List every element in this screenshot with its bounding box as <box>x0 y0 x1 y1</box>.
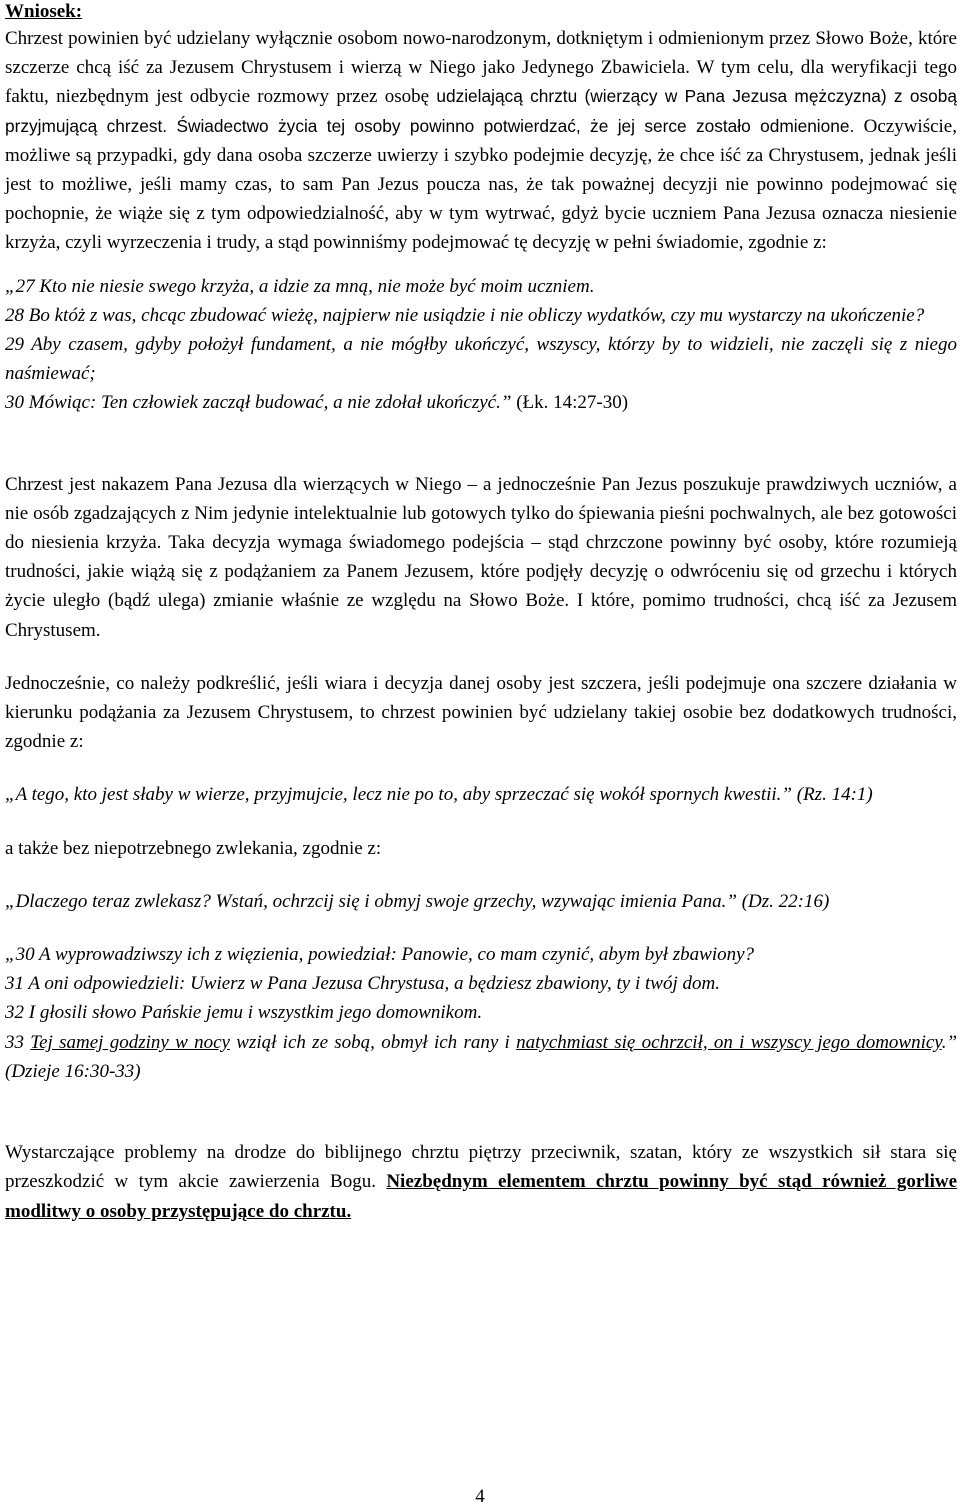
section-heading: Wniosek: <box>5 1 83 22</box>
paragraph-closing-text: Wystarczające problemy na drodze do biblijnego chrztu piętrzy przeciwnik, szatan, który ze wszystkich sił stara się przeszkodzić w tym akcie zawierzenia Bogu. <box>5 1142 957 1193</box>
scripture-quote-luke <box>5 272 957 418</box>
verse-33-end: .” (Dzieje 16:30-33) <box>5 1031 958 1082</box>
quote-verse-33 <box>5 1028 957 1086</box>
quote-reference: (Łk. 14:27-30) <box>516 392 629 414</box>
quote-verse-30: „30 A wyprowadziwszy ich z więzienia, powiedział: Panowie, co mam czynić, abym był zbawiony? <box>5 944 755 966</box>
quote-verse-30-text: 30 Mówiąc: Ten człowiek zaczął budować, a nie zdołał ukończyć.” <box>5 392 517 414</box>
underlined-phrase-same-hour: Tej samej godziny w nocy <box>30 1031 230 1053</box>
paragraph-conclusion-part-2: udzielającą chrztu (wierzący w Pana Jezusa mężczyzna) z osobą przyjmującą chrzest. Świadectwo życia tej osoby powinno potwierdzać, że jej serce zostało odmienione. <box>5 86 957 136</box>
paragraph-baptism-command: Chrzest jest nakazem Pana Jezusa dla wierzących w Niego – a jednocześnie Pan Jezus poszukuje prawdziwych uczniów, a nie osób zgadzających z Nim jedynie intelektualnie lub gotowych tylko do śpiewania pieśni pochwalnych, ale bez gotowości do niesienia krzyża. Taka decyzja wymaga świadomego podejścia – stąd chrzczone powinny być osoby, które rozumieją trudności, jakie wiążą się z podążaniem za Panem Jezusem, które podjęły decyzję o odwróceniu się od grzechu i których życie uległo (bądź ulega) zmianie właśnie ze względu na Słowo Boże. I które, pomimo trudności, chcą iść za Jezusem Chrystusem. <box>5 473 957 641</box>
scripture-quote-acts-22: „Dlaczego teraz zwlekasz? Wstań, ochrzcij się i obmyj swoje grzechy, wzywając imienia Pana.” (Dz. 22:16) <box>5 890 830 912</box>
underlined-phrase-baptized: natychmiast się ochrzcił, on i wszyscy jego domownicy <box>516 1031 942 1053</box>
paragraph-sincere-faith: Jednocześnie, co należy podkreślić, jeśli wiara i decyzja danej osoby jest szczera, jeśli podejmuje ona szczere działania w kierunku podążania za Jezusem Chrystusem, to chrzest powinien być udzielany takiej osobie bez dodatkowych trudności, zgodnie z: <box>5 672 957 753</box>
emphasized-prayer-statement: Niezbędnym elementem chrztu powinny być stąd również gorliwe modlitwy o osoby przystępujące do chrztu. <box>5 1171 957 1222</box>
page-number: 4 <box>475 1486 485 1507</box>
quote-verse-30 <box>5 388 957 417</box>
quote-verse-31: 31 A oni odpowiedzieli: Uwierz w Pana Jezusa Chrystusa, a będziesz zbawiony, ty i twój dom. <box>5 973 720 995</box>
paragraph-conclusion-part-3: Oczywiście, możliwe są przypadki, gdy dana osoba szczerze uwierzy i szybko podejmie decyzję, że chce iść za Chrystusem, jednak jeśli jest to możliwe, jeśli mamy czas, to sam Pan Jezus poucza nas, że tak poważnej decyzji nie powinno podejmować się pochopnie, że wiąże się z tym odpowiedzialność, aby w tym wytrwać, gdyż bycie uczniem Pana Jezusa oznacza niesienie krzyża, czyli wyrzeczenia i trudy, a stąd powinniśmy podejmować tę decyzję w pełni świadomie, zgodnie z: <box>5 115 957 254</box>
quote-verse-32: 32 I głosili słowo Pańskie jemu i wszystkim jego domownikom. <box>5 1002 483 1024</box>
verse-33-number: 33 <box>5 1031 31 1053</box>
scripture-quote-acts-16 <box>5 940 957 1086</box>
paragraph-no-delay: a także bez niepotrzebnego zwlekania, zgodnie z: <box>5 837 382 859</box>
quote-verse-29: 29 Aby czasem, gdyby położył fundament, a nie mógłby ukończyć, wszyscy, którzy by to widzieli, nie zaczęli się z niego naśmiewać; <box>5 334 957 385</box>
paragraph-conclusion-part-1: Chrzest powinien być udzielany wyłącznie osobom nowo-narodzonym, dotkniętym i odmienionym przez Słowo Boże, które szczerze chcą iść za Jezusem Chrystusem i wierzą w Niego jako Jedynego Zbawiciela. W tym celu, dla weryfikacji tego faktu, niezbędnym jest odbycie rozmowy przez osobę <box>5 28 957 108</box>
verse-33-middle: wziął ich ze sobą, obmył ich rany i <box>229 1031 517 1053</box>
quote-verse-27: „27 Kto nie niesie swego krzyża, a idzie za mną, nie może być moim uczniem. <box>5 275 595 297</box>
scripture-quote-romans: „A tego, kto jest słaby w wierze, przyjmujcie, lecz nie po to, aby sprzeczać się wokół spornych kwestii.” (Rz. 14:1) <box>5 784 873 806</box>
document-page <box>5 0 957 1226</box>
paragraph-closing <box>5 1138 957 1226</box>
quote-verse-28: 28 Bo któż z was, chcąc zbudować wieżę, najpierw nie usiądzie i nie obliczy wydatków, czy mu wystarczy na ukończenie? <box>5 304 925 326</box>
paragraph-conclusion <box>5 24 957 258</box>
